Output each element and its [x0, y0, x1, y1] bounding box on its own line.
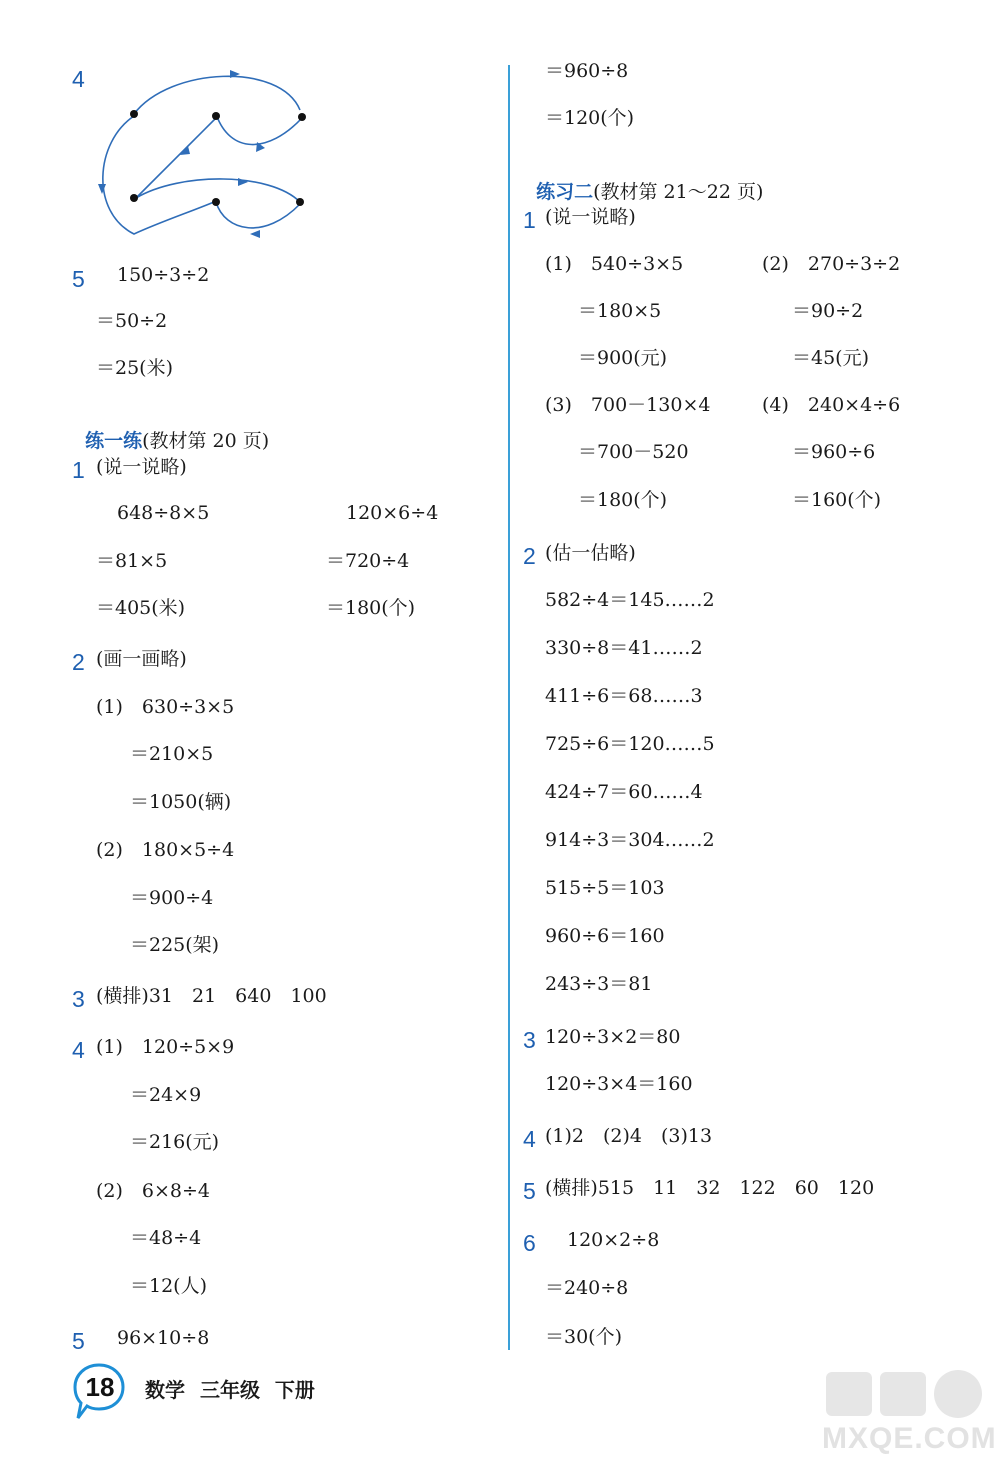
equation-line: 411÷6＝68……3 [545, 685, 703, 707]
equation-line: ＝12(人) [130, 1275, 208, 1297]
book-title: 数学 三年级 下册 [145, 1378, 315, 1402]
question-number: 5 [523, 1178, 536, 1204]
equation-line: ＝120(个) [545, 107, 635, 129]
equation-line: ＝48÷4 [130, 1227, 202, 1249]
equation-line: ＝25(米) [96, 357, 174, 379]
question-number: 5 [72, 1328, 85, 1354]
question-number: 5 [72, 266, 85, 292]
section-label: 练习二 [536, 181, 594, 203]
equation-line: 914÷3＝304……2 [545, 829, 715, 851]
section-note: (教材第 20 页) [142, 430, 270, 452]
equation-line: 648÷8×5 [117, 502, 210, 524]
equation-line: (1) 630÷3×5 [96, 696, 235, 718]
equation-line: 120×6÷4 [346, 502, 439, 524]
question-note: (画一画略) [96, 648, 187, 670]
equation-line: (2) 6×8÷4 [96, 1180, 211, 1202]
question-number: 3 [523, 1027, 536, 1053]
equation-line: (2) 270÷3÷2 [762, 253, 901, 275]
section-heading [73, 405, 269, 453]
equation-line: ＝240÷8 [545, 1277, 629, 1299]
question-number: 3 [72, 986, 85, 1012]
equation-line: ＝960÷8 [545, 60, 629, 82]
question-number: 4 [72, 66, 85, 92]
section-heading [524, 156, 763, 204]
question-number: 6 [523, 1230, 536, 1256]
equation-line: (3) 700－130×4 [545, 394, 711, 416]
equation-line: 150÷3÷2 [117, 264, 210, 286]
watermark-text: MXQE.COM [822, 1422, 997, 1455]
equation-line: ＝24×9 [130, 1084, 202, 1106]
column-divider [508, 65, 510, 1350]
equation-line: ＝180(个) [578, 489, 668, 511]
question-number: 2 [72, 649, 85, 675]
equation-line: 960÷6＝160 [545, 925, 665, 947]
answer-line: (横排)515 11 32 122 60 120 [545, 1177, 875, 1199]
equation-line: ＝720÷4 [326, 550, 410, 572]
page-number: 18 [85, 1372, 115, 1402]
answer-line: (横排)31 21 640 100 [96, 985, 327, 1007]
equation-line: 120×2÷8 [567, 1229, 660, 1251]
equation-line: ＝700－520 [578, 441, 689, 463]
equation-line: ＝160(个) [792, 489, 882, 511]
equation-line: (1) 120÷5×9 [96, 1036, 235, 1058]
equation-line: ＝81×5 [96, 550, 168, 572]
equation-line: 424÷7＝60……4 [545, 781, 703, 803]
equation-line: ＝405(米) [96, 597, 186, 619]
equation-line: ＝180(个) [326, 597, 416, 619]
equation-line: 120÷3×2＝80 [545, 1026, 681, 1048]
section-note: (教材第 21～22 页) [593, 181, 764, 203]
question-note: (估一估略) [545, 542, 636, 564]
question-number: 2 [523, 543, 536, 569]
question-number: 4 [72, 1037, 85, 1063]
question-note: (说一说略) [96, 456, 187, 478]
equation-line: ＝30(个) [545, 1326, 623, 1348]
equation-line: ＝900÷4 [130, 887, 214, 909]
equation-line: ＝960÷6 [792, 441, 876, 463]
equation-line: ＝225(架) [130, 934, 220, 956]
equation-line: (4) 240×4÷6 [762, 394, 901, 416]
equation-line: 330÷8＝41……2 [545, 637, 703, 659]
equation-line: ＝900(元) [578, 347, 668, 369]
equation-line: 96×10÷8 [117, 1327, 210, 1349]
equation-line: ＝210×5 [130, 743, 214, 765]
equation-line: ＝45(元) [792, 347, 870, 369]
question-number: 1 [523, 207, 536, 233]
equation-line: ＝50÷2 [96, 310, 168, 332]
equation-line: 120÷3×4＝160 [545, 1073, 693, 1095]
equation-line: (1) 540÷3×5 [545, 253, 684, 275]
curve-diagram [90, 62, 320, 247]
equation-line: 243÷3＝81 [545, 973, 653, 995]
answer-line: (1)2 (2)4 (3)13 [545, 1125, 713, 1147]
equation-line: ＝216(元) [130, 1131, 220, 1153]
equation-line: 582÷4＝145……2 [545, 589, 715, 611]
question-number: 1 [72, 457, 85, 483]
equation-line: 725÷6＝120……5 [545, 733, 715, 755]
section-label: 练一练 [85, 430, 143, 452]
equation-line: ＝90÷2 [792, 300, 864, 322]
question-number: 4 [523, 1126, 536, 1152]
equation-line: (2) 180×5÷4 [96, 839, 235, 861]
equation-line: ＝180×5 [578, 300, 662, 322]
question-note: (说一说略) [545, 206, 636, 228]
equation-line: 515÷5＝103 [545, 877, 665, 899]
equation-line: ＝1050(辆) [130, 791, 232, 813]
